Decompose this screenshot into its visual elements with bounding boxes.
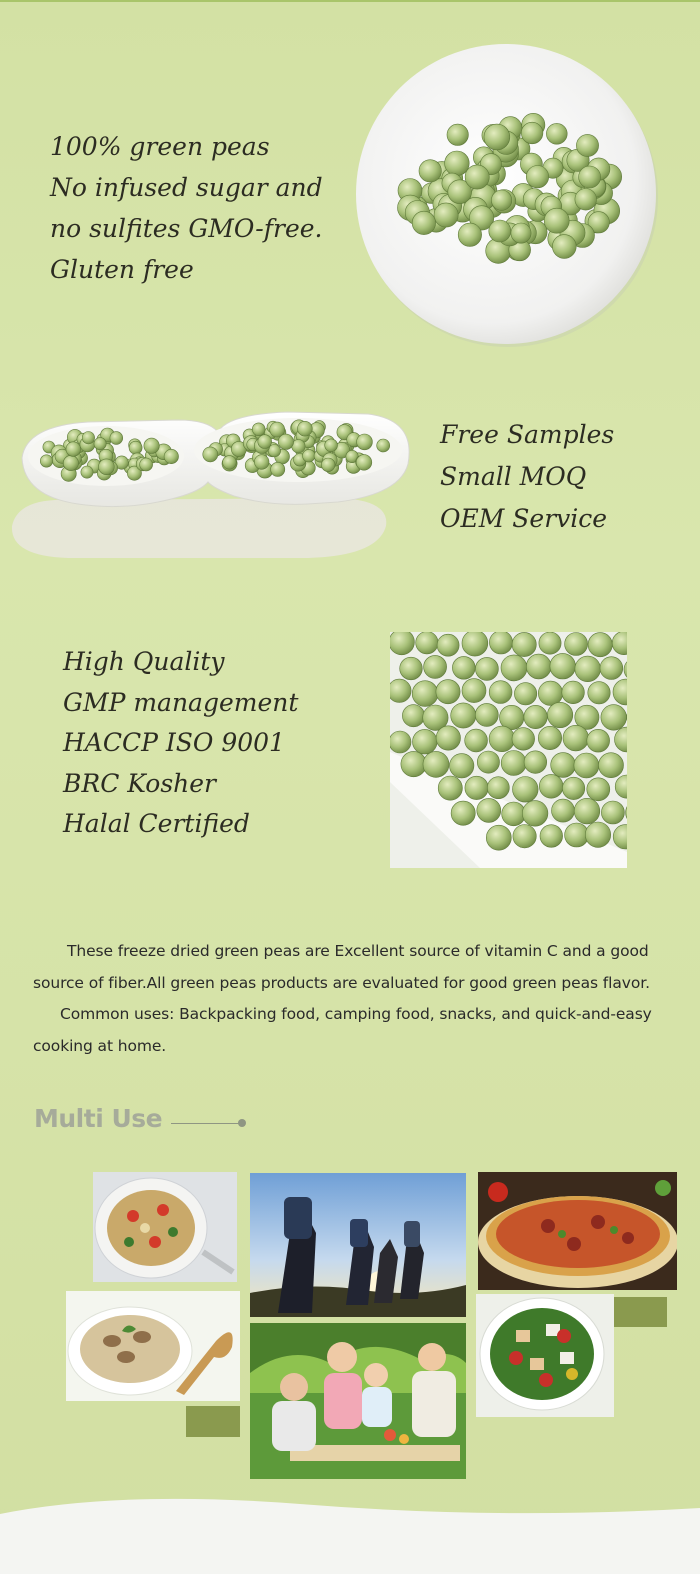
mushroom-soup-image [66,1291,240,1401]
pasta-salad-image [93,1172,237,1282]
multi-use-heading: Multi Use [34,1104,163,1133]
feature-line: BRC Kosher [63,768,217,798]
feature-list-ingredients [50,126,323,290]
feature-line: Halal Certified [63,809,250,838]
heading-underline [171,1123,241,1124]
feature-line: no sulfites GMO-free. [50,214,323,243]
decorative-block [614,1297,667,1327]
feature-line: High Quality [63,647,225,676]
decorative-block [186,1406,240,1437]
feature-list-service [440,414,614,540]
family-picnic-image [250,1323,466,1479]
feature-line: 100% green peas [50,132,270,161]
feature-line: Small MOQ [440,462,587,491]
double-dish-peas-image [8,398,416,560]
feature-line: OEM Service [440,504,608,533]
feature-line: Gluten free [50,255,194,284]
feature-line: HACCP ISO 9001 [63,728,285,757]
top-divider [0,0,700,2]
description-paragraph: These freeze dried green peas are Excellent source of vitamin C and a good source of fiber.All green peas products are evaluated for good green peas flavor. [33,942,650,992]
feature-list-certifications [63,642,298,845]
feature-line: No infused sugar and [50,173,323,202]
hiking-image [250,1173,466,1317]
plate-of-peas-image [350,40,662,350]
heading-dot-icon [238,1119,246,1127]
vegetable-salad-image [476,1294,614,1417]
pizza-image [478,1172,677,1290]
bottom-wave [0,1474,700,1574]
feature-line: GMP management [63,687,299,717]
feature-line: Free Samples [440,420,615,449]
description-paragraph: Common uses: Backpacking food, camping food, snacks, and quick-and-easy cooking at home. [33,1005,652,1055]
peas-closeup-image [390,632,627,868]
product-description [33,936,673,1062]
